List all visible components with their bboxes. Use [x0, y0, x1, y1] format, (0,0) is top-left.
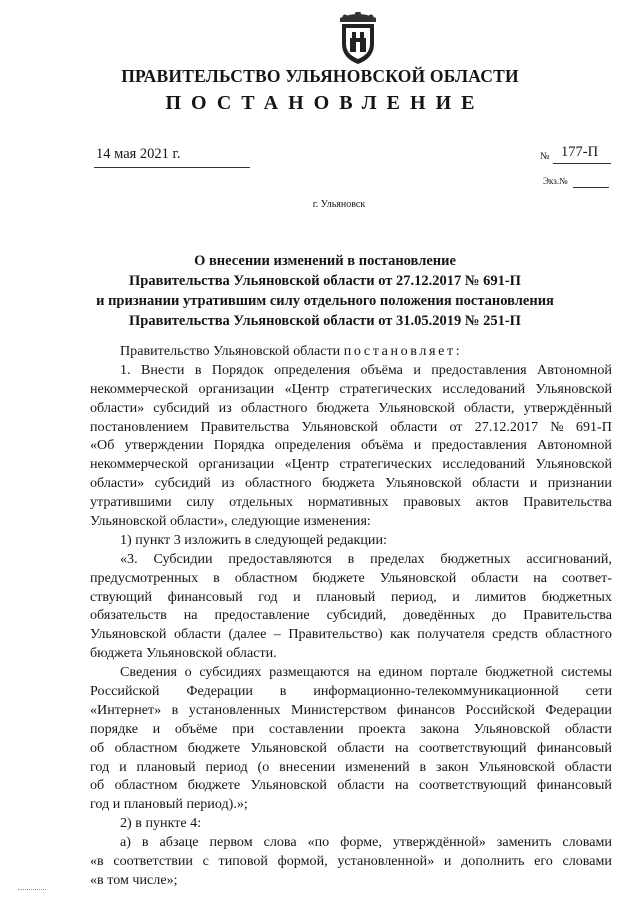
word: бюджетных [440, 550, 511, 567]
paragraph-line [90, 380, 612, 399]
word: области [472, 475, 520, 492]
word: Федерации [545, 701, 612, 718]
word: обязательств [90, 607, 167, 624]
word: Министерством [291, 701, 387, 718]
document-type: ПОСТАНОВЛЕНИЕ [165, 92, 485, 114]
word: областном [114, 739, 178, 756]
word: финансовый [536, 777, 612, 794]
word: бюджете [187, 777, 241, 794]
word: в [419, 758, 427, 775]
document-body [90, 342, 612, 890]
word: до [492, 607, 507, 624]
word: Ульяновской [535, 456, 612, 473]
coat-of-arms-icon [336, 12, 380, 66]
word: едином [378, 664, 423, 681]
word: области» [90, 475, 145, 492]
word: утратившими [90, 494, 172, 511]
word: Сведения [120, 664, 178, 681]
paragraph-line [90, 399, 612, 418]
word: Ульяновской [90, 626, 167, 643]
date-underline [94, 167, 250, 168]
word: слова [263, 834, 297, 851]
word: первом [209, 834, 253, 851]
word: нормативных [307, 494, 389, 511]
paragraph-line [90, 625, 612, 644]
heading-line: Правительства Ульяновской области от 31.05.2019 № 251-П [129, 313, 521, 329]
paragraph-line [90, 436, 612, 455]
number-underline [553, 163, 611, 164]
paragraph-line [90, 493, 612, 512]
word: с [202, 853, 209, 870]
word: и [152, 720, 161, 737]
word: при [232, 720, 255, 737]
word: Внести [140, 361, 185, 378]
word: типовой [218, 853, 268, 870]
word: и [443, 853, 452, 870]
city: г. Ульяновск [312, 199, 366, 210]
word: стратегических [339, 456, 433, 473]
word: «Об [90, 437, 115, 454]
word: отдельных [229, 494, 293, 511]
word: финансовый [167, 588, 243, 605]
word: «Центр [284, 456, 329, 473]
word: и [529, 475, 538, 492]
word: 691-П [575, 418, 612, 435]
word: о [184, 664, 192, 681]
word: внесении [279, 758, 336, 775]
word: объёма [360, 361, 403, 378]
heading-line: Правительства Ульяновской области от 27.12.2017 № 691-П [129, 273, 521, 289]
number-label: № [540, 151, 550, 162]
document-heading [60, 251, 590, 331]
word: об [90, 739, 105, 756]
word: словами [562, 834, 612, 851]
word: из [218, 399, 232, 416]
word: № [550, 418, 564, 435]
word: соответствии [113, 853, 193, 870]
word: некоммерческой [90, 456, 189, 473]
paragraph-line [90, 739, 612, 758]
word: на [357, 664, 371, 681]
word: определения [274, 361, 351, 378]
word: области [471, 569, 519, 586]
word: средств [492, 626, 538, 643]
word: и [413, 361, 421, 378]
word: (далее [228, 626, 267, 643]
word: закон [436, 758, 469, 775]
word: областного [545, 626, 612, 643]
word: Ульяновской [535, 380, 612, 397]
word: предоставляются [228, 550, 332, 567]
word: получателя [417, 626, 485, 643]
word: ассигнований, [526, 550, 612, 567]
word: Правительства [200, 418, 290, 435]
document-date: 14 мая 2021 г. [96, 146, 181, 162]
word: Правительство) [288, 626, 383, 643]
word: области [564, 758, 612, 775]
word: (о [257, 758, 270, 775]
word: субсидий, [326, 607, 387, 624]
word: «3. [120, 550, 138, 567]
word: об [90, 777, 105, 794]
word: плановый [136, 758, 196, 775]
word: абзаце [159, 834, 199, 851]
word: Автономной [537, 361, 612, 378]
word: словами [562, 853, 612, 870]
word: системы [561, 664, 612, 681]
word: Правительства [523, 607, 612, 624]
word: финансовый [536, 739, 612, 756]
word: «Интернет» [90, 701, 162, 718]
document-number: 177-П [561, 144, 599, 160]
paragraph-line: бюджета Ульяновской области. [90, 645, 277, 662]
word: доведённых [403, 607, 476, 624]
word: дополнить [461, 853, 525, 870]
word: а) [120, 834, 131, 851]
word: области [337, 777, 385, 794]
word: заменить [496, 834, 552, 851]
list-item: 1) пункт 3 изложить в следующей редакции: [120, 531, 387, 548]
word: год [258, 588, 278, 605]
intro-text: Правительство Ульяновской области [120, 343, 341, 359]
word: Ульяновской [301, 418, 378, 435]
word: бюджета [322, 475, 375, 492]
word: Порядок [211, 361, 264, 378]
word: ствующий [90, 588, 153, 605]
word: бюджете [312, 569, 365, 586]
word: актов [475, 494, 509, 511]
paragraph-line [90, 569, 612, 588]
word: плановый [316, 588, 376, 605]
paragraph-line [90, 720, 612, 739]
word: бюджетных [541, 588, 612, 605]
word: утверждённой» [392, 834, 486, 851]
word: сети [585, 683, 612, 700]
word: в [213, 569, 220, 586]
word: на [394, 739, 409, 756]
word: Ульяновской [250, 777, 327, 794]
paragraph-line: Ульяновской области», следующие изменения: [90, 513, 371, 530]
paragraph-line: «в том числе»; [90, 871, 178, 888]
word: закона [420, 720, 460, 737]
word: – [273, 626, 281, 643]
word: Ульяновской [250, 739, 327, 756]
word: и [413, 437, 422, 454]
word: определения [274, 437, 351, 454]
word: бюджете [187, 739, 241, 756]
word: области [173, 626, 222, 643]
word: изменений [345, 758, 410, 775]
word: некоммерческой [90, 380, 189, 397]
heading-line: и признании утратившим силу отдельного положения постановления [96, 293, 554, 309]
paragraph-line [90, 852, 612, 871]
paragraph-line: год и плановый период).»; [90, 796, 248, 813]
paragraph-line [90, 833, 612, 852]
word: Российской [90, 683, 160, 700]
word: областном [234, 569, 298, 586]
paragraph-line [90, 588, 612, 607]
word: субсидий [153, 399, 210, 416]
word: Автономной [537, 437, 612, 454]
word: установленных [188, 701, 281, 718]
intro-resolves: постановляет: [343, 343, 463, 359]
word: исследований [442, 380, 526, 397]
word: Федерации [186, 683, 253, 700]
paragraph-line [90, 776, 612, 795]
word: Российской [465, 701, 535, 718]
paragraph-line [90, 682, 612, 701]
word: пределах [370, 550, 425, 567]
word: составлении [268, 720, 344, 737]
word: как [390, 626, 410, 643]
word: и [119, 758, 127, 775]
word: объёма [360, 437, 404, 454]
word: предоставления [431, 437, 527, 454]
word: в [347, 550, 355, 567]
word: областного [240, 399, 308, 416]
word: Ульяновской [385, 475, 462, 492]
word: предоставление [214, 607, 310, 624]
word: утверждённый [523, 399, 612, 416]
paragraph-line [90, 418, 612, 437]
word: объёме [174, 720, 218, 737]
word: портале [430, 664, 478, 681]
word: области [564, 720, 612, 737]
word: период, [390, 588, 437, 605]
word: области [390, 418, 438, 435]
paragraph-line [90, 701, 612, 720]
word: лимитов [475, 588, 527, 605]
word: форме, [340, 834, 382, 851]
word: «в [90, 853, 104, 870]
word: установленной» [337, 853, 435, 870]
word: информационно-телекоммуникационной [313, 683, 559, 700]
word: на [394, 777, 409, 794]
word: соответ- [561, 569, 612, 586]
word: бюджета [316, 399, 370, 416]
paragraph-line [90, 474, 612, 493]
word: его [534, 853, 553, 870]
paragraph-line [90, 550, 612, 569]
heading-line: О внесении изменений в постановление [194, 253, 456, 269]
word: на [183, 607, 198, 624]
word: из [221, 475, 235, 492]
government-title: ПРАВИТЕЛЬСТВО УЛЬЯНОВСКОЙ ОБЛАСТИ [121, 66, 519, 86]
word: в [141, 834, 149, 851]
word: 27.12.2017 [474, 418, 539, 435]
paragraph-line [90, 606, 612, 625]
word: бюджетной [485, 664, 554, 681]
paragraph-line [90, 663, 612, 682]
word: «Центр [284, 380, 329, 397]
copy-number-underline [573, 187, 609, 188]
word: порядке [90, 720, 139, 737]
paragraph-line [90, 455, 612, 474]
word: Ульяновской [379, 569, 457, 586]
footer-mark [18, 889, 46, 890]
word: исследований [442, 456, 526, 473]
word: области» [90, 399, 145, 416]
word: силу [186, 494, 215, 511]
word: предоставления [431, 361, 527, 378]
word: и [293, 588, 301, 605]
word: финансов [397, 701, 456, 718]
paragraph-line [90, 361, 612, 380]
word: стратегических [339, 380, 433, 397]
word: проекта [358, 720, 406, 737]
word: Ульяновской [478, 758, 555, 775]
word: области [337, 739, 385, 756]
copy-number-label: Экз.№ [543, 176, 568, 186]
word: от [449, 418, 463, 435]
word: в [194, 361, 202, 378]
word: соответствующий [418, 739, 527, 756]
word: 1. [120, 361, 131, 378]
word: на [533, 569, 548, 586]
word: признании [547, 475, 612, 492]
word: Правительства [523, 494, 612, 511]
word: формой, [277, 853, 328, 870]
word: организации [198, 380, 275, 397]
paragraph-line [90, 758, 612, 777]
word: областного [244, 475, 312, 492]
word: области, [463, 399, 515, 416]
word: год [90, 758, 110, 775]
word: организации [198, 456, 275, 473]
word: постановлением [90, 418, 189, 435]
word: в [279, 683, 287, 700]
word: соответствующий [418, 777, 527, 794]
word: период [205, 758, 248, 775]
word: размещаются [269, 664, 350, 681]
word: предусмотренных [90, 569, 199, 586]
word: правовых [403, 494, 461, 511]
list-item: 2) в пункте 4: [120, 815, 202, 832]
word: Ульяновской [473, 720, 551, 737]
word: субсидиях [199, 664, 262, 681]
word: субсидий [154, 475, 211, 492]
word: Порядка [213, 437, 265, 454]
word: областном [114, 777, 178, 794]
word: Субсидии [153, 550, 213, 567]
word: утверждении [124, 437, 204, 454]
word: Ульяновской [378, 399, 455, 416]
intro-paragraph [90, 342, 612, 361]
word: и [452, 588, 460, 605]
word: в [171, 701, 179, 718]
word: «по [307, 834, 330, 851]
